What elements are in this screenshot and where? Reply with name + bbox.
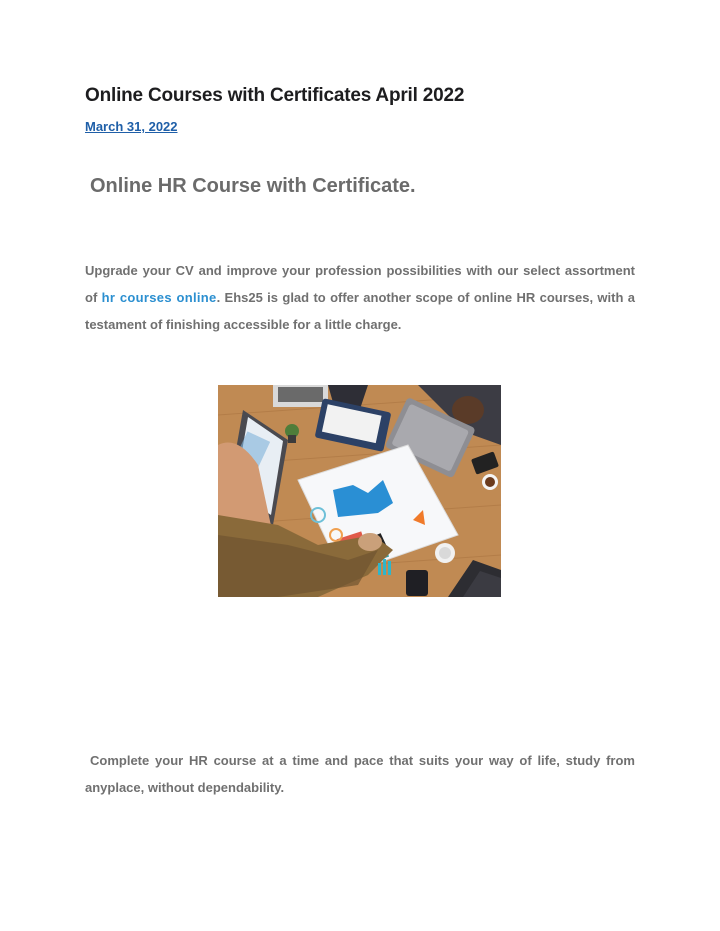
intro-text-after: . Ehs25 is glad to offer another scope of online HR courses, with a testament of finishing accessible for a little charge. xyxy=(85,290,635,332)
post-title: Online Courses with Certificates April 2022 xyxy=(85,85,465,106)
section-heading: Online HR Course with Certificate. xyxy=(90,175,416,197)
intro-paragraph xyxy=(85,257,635,338)
post-date-link[interactable]: March 31, 2022 xyxy=(85,119,178,134)
intro-text-before: Upgrade your CV and improve your profession possibilities with our select assortment of xyxy=(85,263,635,305)
hr-courses-link[interactable]: hr courses online xyxy=(101,290,217,305)
closing-paragraph xyxy=(85,747,635,801)
closing-text: Complete your HR course at a time and pace that suits your way of life, study from anyplace, without dependability. xyxy=(85,753,635,795)
meeting-photo xyxy=(218,385,501,597)
